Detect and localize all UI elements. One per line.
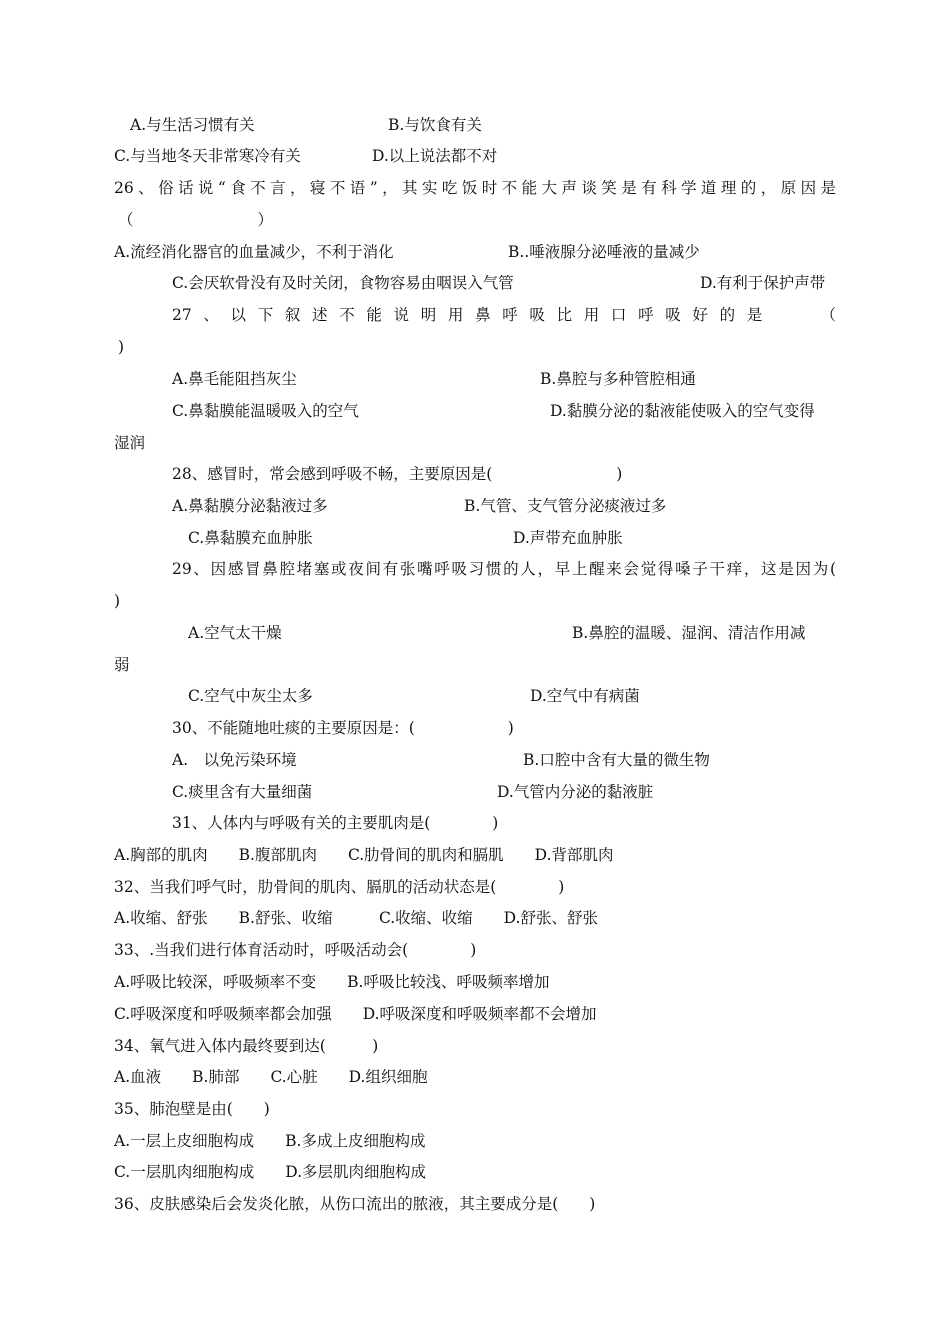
q28-option-d: D.声带充血肿胀: [513, 529, 623, 547]
q26-answer-paren: （ ）: [118, 211, 274, 229]
q28-option-c: C.鼻黏膜充血肿胀: [188, 529, 313, 547]
q27-stem-tail: ): [118, 338, 125, 356]
q30-option-a: A. 以免污染环境: [172, 751, 297, 769]
q28-stem: 28、感冒时，常会感到呼吸不畅，主要原因是( ): [172, 465, 623, 483]
q34-options: A.血液 B.肺部 C.心脏 D.组织细胞: [114, 1068, 428, 1086]
q35-options-ab: A.一层上皮细胞构成 B.多成上皮细胞构成: [114, 1132, 426, 1150]
q35-stem: 35、肺泡壁是由( ): [114, 1100, 270, 1118]
q29-option-c: C.空气中灰尘太多: [188, 687, 313, 705]
q30-option-d: D.气管内分泌的黏液脏: [497, 783, 654, 801]
q27-option-c: C.鼻黏膜能温暖吸入的空气: [172, 402, 359, 420]
q28-option-b: B.气管、支气管分泌痰液过多: [464, 497, 667, 515]
q30-stem: 30、不能随地吐痰的主要原因是：( ): [172, 719, 514, 737]
q36-stem: 36、皮肤感染后会发炎化脓，从伤口流出的脓液，其主要成分是( ): [114, 1195, 596, 1213]
q29-option-a: A.空气太干燥: [188, 624, 282, 642]
q27-option-a: A.鼻毛能阻挡灰尘: [172, 370, 297, 388]
q35-options-cd: C.一层肌肉细胞构成 D.多层肌肉细胞构成: [114, 1163, 427, 1181]
q32-stem: 32、当我们呼气时，肋骨间的肌肉、膈肌的活动状态是( ): [114, 878, 565, 896]
q26-option-a: A.流经消化器官的血量减少，不利于消化: [114, 243, 394, 261]
q27-option-d: D.黏膜分泌的黏液能使吸入的空气变得: [550, 402, 815, 420]
q34-stem: 34、氧气进入体内最终要到达( ): [114, 1037, 379, 1055]
q33-options-cd: C.呼吸深度和呼吸频率都会加强 D.呼吸深度和呼吸频率都不会增加: [114, 1005, 597, 1023]
q29-stem: 29、因感冒鼻腔堵塞或夜间有张嘴呼吸习惯的人，早上醒来会觉得嗓子干痒，这是因为(: [172, 560, 836, 578]
q25-option-a: A.与生活习惯有关: [130, 116, 255, 134]
q25-option-b: B.与饮食有关: [388, 116, 482, 134]
q26-stem: 26、俗话说“食不言，寝不语”，其实吃饭时不能大声谈笑是有科学道理的，原因是: [114, 179, 836, 197]
q30-option-b: B.口腔中含有大量的微生物: [523, 751, 710, 769]
q29-option-d: D.空气中有病菌: [530, 687, 640, 705]
q31-options: A.胸部的肌肉 B.腹部肌肉 C.肋骨间的肌肉和膈肌 D.背部肌肉: [114, 846, 614, 864]
q26-option-d: D.有利于保护声带: [700, 274, 826, 292]
q33-stem: 33、.当我们进行体育活动时，呼吸活动会( ): [114, 941, 477, 959]
q29-option-b: B.鼻腔的温暖、湿润、清洁作用减: [572, 624, 806, 642]
q29-stem-tail: ): [114, 592, 121, 610]
q33-options-ab: A.呼吸比较深，呼吸频率不变 B.呼吸比较浅、呼吸频率增加: [114, 973, 550, 991]
q28-option-a: A.鼻黏膜分泌黏液过多: [172, 497, 328, 515]
q32-options: A.收缩、舒张 B.舒张、收缩 C.收缩、收缩 D.舒张、舒张: [114, 909, 598, 927]
q27-option-b: B.鼻腔与多种管腔相通: [540, 370, 696, 388]
q30-option-c: C.痰里含有大量细菌: [172, 783, 313, 801]
q25-option-d: D.以上说法都不对: [372, 147, 498, 165]
q31-stem: 31、人体内与呼吸有关的主要肌肉是( ): [172, 814, 499, 832]
q26-option-b: B..唾液腺分泌唾液的量减少: [508, 243, 700, 261]
q27-stem: 27、以下叙述不能说明用鼻呼吸比用口呼吸好的是 （: [172, 306, 836, 324]
q26-option-c: C.会厌软骨没有及时关闭，食物容易由咽误入气管: [172, 274, 514, 292]
q29-option-b-continued: 弱: [114, 656, 130, 674]
q27-option-d-continued: 湿润: [114, 434, 146, 452]
q25-option-c: C.与当地冬天非常寒冷有关: [114, 147, 301, 165]
